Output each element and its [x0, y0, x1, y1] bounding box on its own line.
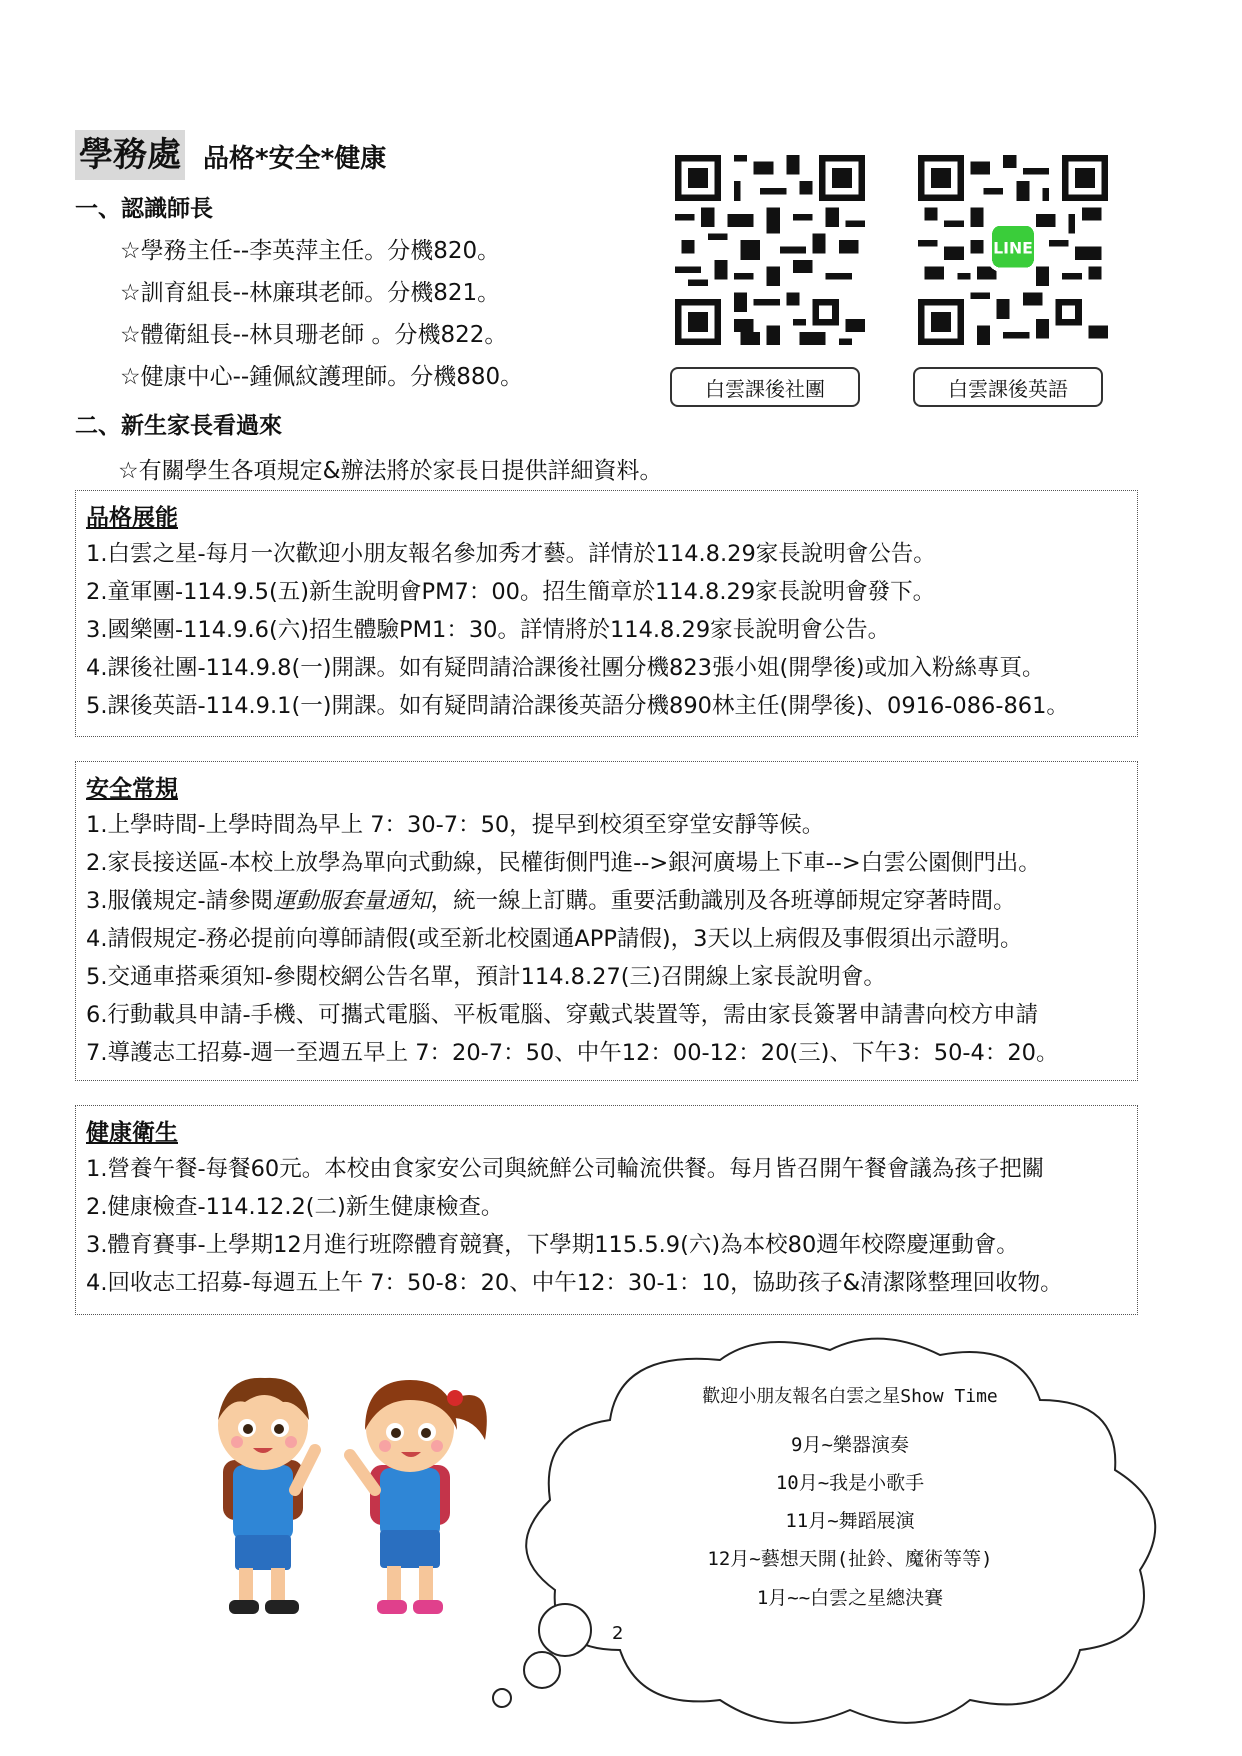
thought-cloud	[500, 1330, 1200, 1750]
cloud-bubble-small	[490, 1660, 530, 1710]
section-heading-staff: 一、認識師長	[75, 196, 213, 222]
page-motto: 品格*安全*健康	[203, 144, 387, 174]
parents-note: ☆有關學生各項規定&辦法將於家長日提供詳細資料。	[118, 458, 663, 484]
box-line: 2.童軍團-114.9.5(五)新生說明會PM7：00。招生簡章於114.8.29家長說明會發下。	[86, 579, 936, 605]
cloud-item: 11月~舞蹈展演	[785, 1510, 915, 1532]
kids-illustration	[195, 1370, 525, 1630]
box-line: 5.課後英語-114.9.1(一)開課。如有疑問請洽課後英語分機890林主任(開學後)、0916-086-861。	[86, 693, 1069, 719]
box-line: 4.課後社團-114.9.8(一)開課。如有疑問請洽課後社團分機823張小姐(開學後)或加入粉絲專頁。	[86, 655, 1045, 681]
qr-label-english: 白雲課後英語	[913, 367, 1103, 407]
cloud-item: 10月~我是小歌手	[775, 1472, 925, 1494]
box-character	[75, 490, 1138, 737]
box-line-tail: ，統一線上訂購。重要活動識別及各班導師規定穿著時間。	[430, 888, 1016, 914]
uniform-notice-link: 運動服套量通知	[273, 888, 431, 914]
box-title: 品格展能	[86, 505, 178, 531]
box-title: 健康衛生	[86, 1120, 178, 1146]
box-line: 1.上學時間-上學時間為早上 7：30-7：50，提早到校須至穿堂安靜等候。	[86, 812, 825, 838]
box-line: 1.白雲之星-每月一次歡迎小朋友報名參加秀才藝。詳情於114.8.29家長說明會公告。	[86, 541, 936, 567]
qr-code-icon	[675, 155, 865, 345]
staff-line: ☆健康中心--鍾佩紋護理師。分機880。	[120, 364, 524, 390]
qr-label-club: 白雲課後社團	[670, 367, 860, 407]
box-line: 6.行動載具申請-手機、可攜式電腦、平板電腦、穿戴式裝置等，需由家長簽署申請書向校方申請	[86, 1002, 1039, 1028]
box-line: 2.健康檢查-114.12.2(二)新生健康檢查。	[86, 1194, 504, 1220]
box-line: 7.導護志工招募-週一至週五早上 7：20-7：50、中午12：00-12：20(三)、下午3：50-4：20。	[86, 1040, 1059, 1066]
qr-club[interactable]	[675, 155, 865, 345]
page-number: 2	[612, 1623, 624, 1644]
box-title: 安全常規	[86, 776, 178, 802]
box-line: 5.交通車搭乘須知-參閱校網公告名單，預計114.8.27(三)召開線上家長說明會。	[86, 964, 886, 990]
box-line: 4.回收志工招募-每週五上午 7：50-8：20、中午12：30-1：10，協助孩子&清潔隊整理回收物。	[86, 1270, 1063, 1296]
box-line: 3.國樂團-114.9.6(六)招生體驗PM1：30。詳情將於114.8.29家長說明會公告。	[86, 617, 891, 643]
staff-line: ☆學務主任--李英萍主任。分機820。	[120, 238, 501, 264]
box-line	[86, 882, 1127, 920]
staff-line: ☆訓育組長--林廉琪老師。分機821。	[120, 280, 501, 306]
qr-code-icon	[918, 155, 1108, 345]
cloud-item: 1月~~白雲之星總決賽	[756, 1587, 944, 1609]
cloud-item: 9月~樂器演奏	[791, 1434, 909, 1456]
cloud-title: 歡迎小朋友報名白雲之星Show Time	[702, 1386, 998, 1407]
cloud-item: 12月~藝想天開(扯鈴、魔術等等)	[707, 1548, 993, 1570]
section-heading-parents: 二、新生家長看過來	[75, 413, 282, 439]
box-safety	[75, 761, 1138, 1081]
staff-line: ☆體衛組長--林貝珊老師 。分機822。	[120, 322, 508, 348]
box-line: 3.體育賽事-上學期12月進行班際體育競賽，下學期115.5.9(六)為本校80週年校際慶運動會。	[86, 1232, 1019, 1258]
box-line-lead: 3.服儀規定-請參閱	[86, 888, 274, 914]
boy-icon	[218, 1378, 315, 1614]
box-line: 2.家長接送區-本校上放學為單向式動線，民權街側門進-->銀河廣場上下車-->白雲公園側門出。	[86, 850, 1041, 876]
qr-english[interactable]	[918, 155, 1108, 345]
box-line: 1.營養午餐-每餐60元。本校由食家安公司與統鮮公司輪流供餐。每月皆召開午餐會議為孩子把關	[86, 1156, 1045, 1182]
box-line: 4.請假規定-務必提前向導師請假(或至新北校園通APP請假)，3天以上病假及事假須出示證明。	[86, 926, 1023, 952]
box-health	[75, 1105, 1138, 1315]
page-title: 學務處	[75, 130, 185, 180]
girl-icon	[350, 1380, 487, 1614]
svg-text:LINE: LINE	[993, 238, 1033, 258]
